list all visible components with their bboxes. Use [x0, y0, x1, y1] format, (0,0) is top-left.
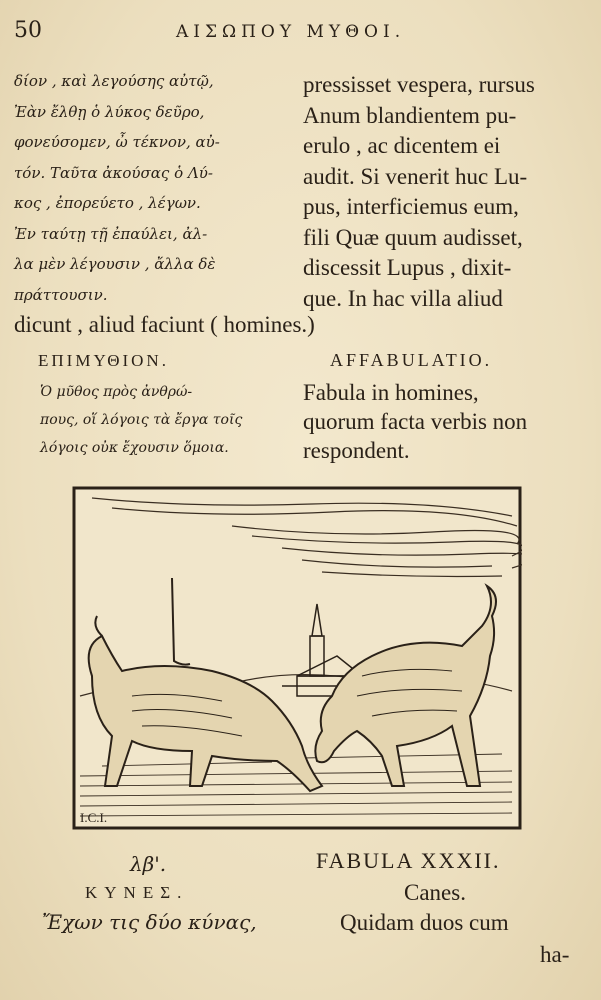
greek-fable-title: ΚΥΝΕΣ. — [85, 883, 189, 902]
page-number: 50 — [14, 18, 42, 43]
latin-line: pus, interficiemus eum, — [303, 194, 519, 219]
latin-line: Anum blandientem pu- — [303, 102, 517, 128]
latin-fable-opening: Quidam duos cum — [340, 910, 509, 935]
latin-fable-title: FABULA XXXII. — [316, 848, 501, 873]
latin-line: erulo , ac dicentem ei — [303, 133, 501, 158]
greek-line: δίον , καὶ λεγούσης αὐτῷ, — [14, 72, 214, 90]
latin-text-column — [303, 70, 588, 314]
latin-fable-subtitle: Canes. — [404, 880, 466, 905]
catchword: ha- — [540, 942, 570, 967]
latin-line: fili Quæ quum audisset, — [303, 224, 523, 250]
greek-line: πράττουσιν. — [14, 285, 108, 304]
greek-moral-text — [40, 378, 295, 462]
greek-line: λα μὲν λέγουσιν , ἄλλα δὲ — [14, 255, 216, 273]
running-title: ΑΙΣΩΠΟΥ ΜΥΘΟΙ. — [176, 22, 406, 42]
latin-moral-heading: AFFABULATIO. — [330, 350, 493, 370]
latin-line: que. In hac villa aliud — [303, 285, 503, 311]
greek-fable-opening: Ἔχων τις δύο κύνας, — [42, 910, 257, 934]
latin-moral-line: respondent. — [303, 438, 410, 463]
greek-moral-heading: ΕΠΙΜΥΘΙΟΝ. — [38, 351, 169, 370]
woodcut-illustration — [72, 486, 522, 830]
latin-spanning-line: dicunt , aliud faciunt ( homines.) — [14, 312, 315, 337]
greek-line: κος , ἐπορεύετο , λέγων. — [14, 194, 201, 212]
greek-moral-line: λόγοις οὐκ ἔχουσιν ὅμοια. — [40, 440, 229, 456]
latin-line: discessit Lupus , dixit- — [303, 255, 512, 280]
latin-moral-line: Fabula in homines, — [303, 380, 479, 405]
greek-line: Ἐν ταύτῃ τῇ ἐπαύλει, ἀλ- — [14, 224, 208, 243]
woodcut-signature: I.C.I. — [80, 810, 108, 825]
greek-line: φονεύσομεν, ὦ τέκνον, αὐ- — [14, 133, 220, 151]
greek-text-column — [14, 66, 284, 310]
latin-moral-line: quorum facta verbis non — [303, 409, 528, 434]
greek-moral-line: Ὁ μῦθος πρὸς ἀνθρώ- — [40, 384, 193, 400]
latin-line: audit. Si venerit huc Lu- — [303, 163, 528, 189]
greek-line: Ἐὰν ἔλθῃ ὁ λύκος δεῦρο, — [14, 102, 205, 121]
page-header — [0, 18, 601, 48]
latin-moral-text — [303, 378, 588, 465]
greek-line: τόν. Ταῦτα ἀκούσας ὁ Λύ- — [14, 163, 213, 182]
latin-line: pressisset vespera, rursus — [303, 72, 535, 97]
greek-fable-number: λβ'. — [130, 852, 167, 876]
greek-moral-line: πους, οἵ λόγοις τὰ ἔργα τοῖς — [40, 412, 243, 428]
